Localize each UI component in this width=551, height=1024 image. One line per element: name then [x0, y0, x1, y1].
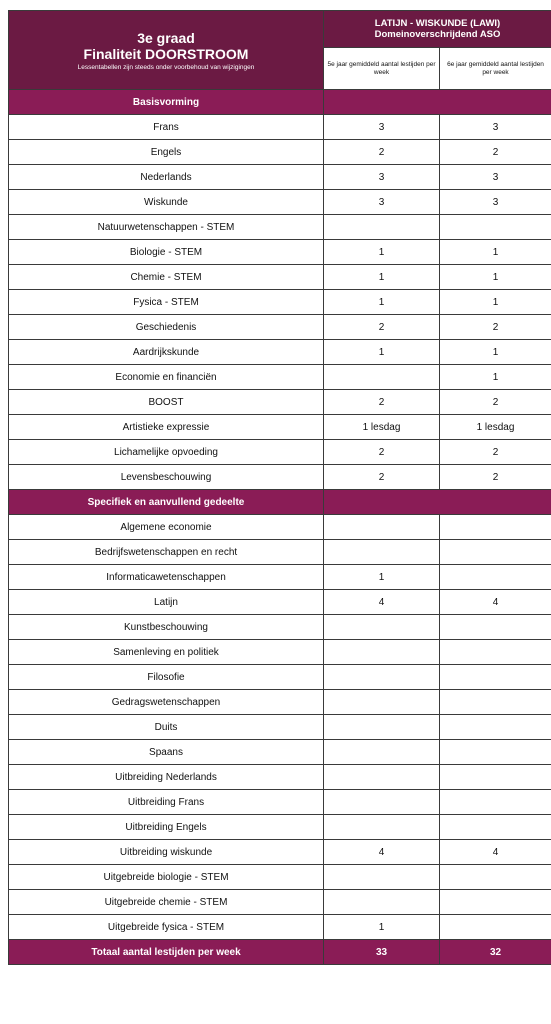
table-row — [9, 115, 551, 140]
subject-cell: Levensbeschouwing — [9, 465, 324, 490]
subject-cell: Kunstbeschouwing — [9, 615, 324, 640]
subject-cell: Natuurwetenschappen - STEM — [9, 215, 324, 240]
table-row — [9, 215, 551, 240]
year6-hours-cell — [440, 640, 551, 665]
section-fill — [324, 90, 551, 115]
subject-cell: Uitgebreide chemie - STEM — [9, 890, 324, 915]
subject-cell: Aardrijkskunde — [9, 340, 324, 365]
table-row — [9, 765, 551, 790]
year6-hours-cell — [440, 765, 551, 790]
section-row — [9, 90, 551, 115]
grade-title: 3e graad — [137, 29, 195, 46]
year6-hours-cell: 4 — [440, 840, 551, 865]
lessentabel — [8, 10, 551, 965]
year6-hours-cell: 3 — [440, 165, 551, 190]
year5-hours-cell: 1 — [324, 290, 440, 315]
subject-cell: Uitbreiding Frans — [9, 790, 324, 815]
table-row — [9, 190, 551, 215]
table-row — [9, 440, 551, 465]
section-fill — [324, 490, 551, 515]
table-row — [9, 290, 551, 315]
subject-cell: Uitbreiding Engels — [9, 815, 324, 840]
total-year5: 33 — [324, 940, 440, 965]
year5-hours-cell — [324, 215, 440, 240]
year6-hours-cell: 3 — [440, 115, 551, 140]
year5-hours-cell — [324, 540, 440, 565]
section-title: Basisvorming — [9, 90, 324, 115]
subject-cell: Engels — [9, 140, 324, 165]
year6-hours-cell — [440, 790, 551, 815]
subject-cell: Wiskunde — [9, 190, 324, 215]
year6-hours-cell: 2 — [440, 465, 551, 490]
subject-cell: Uitbreiding Nederlands — [9, 765, 324, 790]
subject-cell: Uitbreiding wiskunde — [9, 840, 324, 865]
year5-hours-cell: 4 — [324, 590, 440, 615]
subject-cell: Chemie - STEM — [9, 265, 324, 290]
year5-hours-cell — [324, 765, 440, 790]
year6-hours-cell — [440, 515, 551, 540]
year5-hours-cell — [324, 615, 440, 640]
table-row — [9, 265, 551, 290]
table-row — [9, 840, 551, 865]
year6-hours-cell: 1 — [440, 240, 551, 265]
year6-hours-cell — [440, 740, 551, 765]
year6-hours-cell — [440, 690, 551, 715]
subject-cell: Geschiedenis — [9, 315, 324, 340]
subject-cell: Informaticawetenschappen — [9, 565, 324, 590]
table-row — [9, 140, 551, 165]
table-row — [9, 415, 551, 440]
year5-hours-cell: 1 — [324, 340, 440, 365]
year6-hours-cell: 1 — [440, 265, 551, 290]
year5-hours-cell — [324, 815, 440, 840]
header-title-cell — [9, 11, 324, 90]
year6-hours-cell — [440, 665, 551, 690]
table-row — [9, 740, 551, 765]
year5-hours-cell: 2 — [324, 465, 440, 490]
year5-hours-cell: 2 — [324, 315, 440, 340]
year5-hours-cell: 1 — [324, 265, 440, 290]
table-row — [9, 515, 551, 540]
year6-hours-cell: 3 — [440, 190, 551, 215]
year6-hours-cell: 1 — [440, 340, 551, 365]
year5-hours-cell — [324, 365, 440, 390]
subject-cell: Nederlands — [9, 165, 324, 190]
table-row — [9, 615, 551, 640]
subject-cell: Uitgebreide fysica - STEM — [9, 915, 324, 940]
subject-cell: Economie en financiën — [9, 365, 324, 390]
year5-hours-cell — [324, 640, 440, 665]
subject-cell: Duits — [9, 715, 324, 740]
year6-hours-cell: 2 — [440, 315, 551, 340]
year5-hours-cell: 2 — [324, 440, 440, 465]
year6-hours-cell: 1 lesdag — [440, 415, 551, 440]
table-row — [9, 390, 551, 415]
year6-hours-cell — [440, 915, 551, 940]
year5-hours-cell — [324, 740, 440, 765]
table-row — [9, 165, 551, 190]
year6-hours-cell: 4 — [440, 590, 551, 615]
table-row — [9, 540, 551, 565]
program-name: LATIJN - WISKUNDE (LAWI) — [374, 18, 501, 30]
year5-hours-cell: 2 — [324, 140, 440, 165]
table-row — [9, 865, 551, 890]
total-label: Totaal aantal lestijden per week — [9, 940, 324, 965]
year5-hours-cell: 3 — [324, 190, 440, 215]
subject-cell: Gedragswetenschappen — [9, 690, 324, 715]
year6-hours-cell: 1 — [440, 365, 551, 390]
subject-cell: BOOST — [9, 390, 324, 415]
year6-hours-cell — [440, 815, 551, 840]
table-row — [9, 815, 551, 840]
year5-hours-cell — [324, 715, 440, 740]
year5-hours-cell — [324, 890, 440, 915]
lessentabel-body — [9, 11, 551, 965]
year5-hours-cell — [324, 790, 440, 815]
subject-cell: Biologie - STEM — [9, 240, 324, 265]
year6-hours-cell — [440, 540, 551, 565]
year6-hours-cell: 2 — [440, 440, 551, 465]
table-row — [9, 915, 551, 940]
finality-title: Finaliteit DOORSTROOM — [83, 45, 249, 62]
table-row — [9, 690, 551, 715]
year5-hours-cell — [324, 515, 440, 540]
section-title: Specifiek en aanvullend gedeelte — [9, 490, 324, 515]
table-row — [9, 715, 551, 740]
table-row — [9, 240, 551, 265]
year6-hours-cell: 2 — [440, 140, 551, 165]
column-header-year6: 6e jaar gemiddeld aantal lestijden per week — [440, 48, 551, 90]
subject-cell: Algemene economie — [9, 515, 324, 540]
table-row — [9, 590, 551, 615]
subject-cell: Lichamelijke opvoeding — [9, 440, 324, 465]
program-domain: Domeinoverschrijdend ASO — [374, 29, 501, 41]
table-row — [9, 365, 551, 390]
subject-cell: Fysica - STEM — [9, 290, 324, 315]
year5-hours-cell: 2 — [324, 390, 440, 415]
year6-hours-cell — [440, 565, 551, 590]
table-row — [9, 890, 551, 915]
year6-hours-cell — [440, 215, 551, 240]
year5-hours-cell: 1 — [324, 565, 440, 590]
year6-hours-cell — [440, 715, 551, 740]
column-header-year5: 5e jaar gemiddeld aantal lestijden per week — [324, 48, 440, 90]
year5-hours-cell — [324, 865, 440, 890]
table-row — [9, 640, 551, 665]
subject-cell: Spaans — [9, 740, 324, 765]
table-row — [9, 665, 551, 690]
header-row — [9, 11, 551, 48]
total-year6: 32 — [440, 940, 551, 965]
year5-hours-cell: 1 — [324, 240, 440, 265]
year5-hours-cell: 4 — [324, 840, 440, 865]
table-row — [9, 790, 551, 815]
year5-hours-cell — [324, 690, 440, 715]
year6-hours-cell: 1 — [440, 290, 551, 315]
disclaimer-note: Lessentabellen zijn steeds onder voorbehoud van wijzigingen — [77, 63, 255, 71]
total-row — [9, 940, 551, 965]
table-row — [9, 465, 551, 490]
year6-hours-cell — [440, 865, 551, 890]
year5-hours-cell — [324, 665, 440, 690]
year5-hours-cell: 1 — [324, 915, 440, 940]
subject-cell: Artistieke expressie — [9, 415, 324, 440]
year6-hours-cell — [440, 615, 551, 640]
year5-hours-cell: 3 — [324, 115, 440, 140]
table-row — [9, 315, 551, 340]
year6-hours-cell: 2 — [440, 390, 551, 415]
table-row — [9, 565, 551, 590]
subject-cell: Filosofie — [9, 665, 324, 690]
program-header — [324, 11, 551, 48]
subject-cell: Frans — [9, 115, 324, 140]
subject-cell: Bedrijfswetenschappen en recht — [9, 540, 324, 565]
table-row — [9, 340, 551, 365]
section-row — [9, 490, 551, 515]
subject-cell: Latijn — [9, 590, 324, 615]
subject-cell: Uitgebreide biologie - STEM — [9, 865, 324, 890]
subject-cell: Samenleving en politiek — [9, 640, 324, 665]
year5-hours-cell: 3 — [324, 165, 440, 190]
year5-hours-cell: 1 lesdag — [324, 415, 440, 440]
year6-hours-cell — [440, 890, 551, 915]
